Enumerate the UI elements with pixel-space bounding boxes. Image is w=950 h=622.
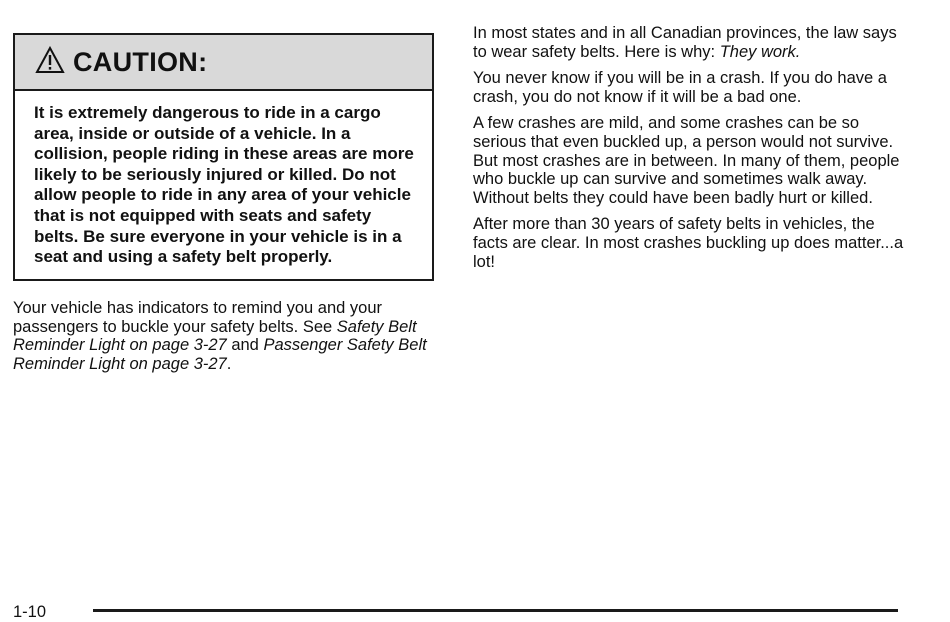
caution-text: It is extremely dangerous to ride in a cargo area, inside or outside of a vehicle. In a collision, people riding in these areas are more likely to be seriously injured or killed. Do not allow people to ride in any area of your vehicle that is not equipped with seats and safety belts. Be sure everyone in your vehicle is in a seat and using a safety belt properly. [34, 103, 414, 267]
crash-severity-paragraph: A few crashes are mild, and some crashes can be so serious that even buckled up, a person would not survive. But most crashes are in between. In many of them, people who buckle up can survive and sometimes walk away. Without belts they could have been badly hurt or killed. [473, 114, 900, 207]
caution-title: CAUTION: [73, 46, 208, 77]
page-number: 1-10 [13, 603, 47, 621]
law-paragraph [473, 24, 913, 61]
reference-safety-belt-reminder: Safety Belt Reminder Light on page 3-27 [13, 317, 417, 355]
law-emphasis: They work. [719, 42, 801, 61]
facts-paragraph: After more than 30 years of safety belts in vehicles, the facts are clear. In most crashes buckling up does matter...a lot! [473, 215, 904, 271]
reminder-paragraph [13, 299, 438, 373]
reminder-text-and: and [226, 336, 264, 355]
crash-unknown-paragraph: You never know if you will be in a crash. If you do have a crash, you do not know if it will be a bad one. [473, 69, 887, 106]
reminder-text-end: . [226, 354, 232, 373]
caution-header [15, 35, 432, 91]
right-column [473, 24, 913, 279]
footer-rule [93, 609, 898, 612]
caution-box [13, 33, 434, 281]
warning-triangle-icon [35, 46, 65, 74]
reminder-text: Your vehicle has indicators to remind you and your passengers to buckle your safety belts. See [13, 299, 383, 336]
reference-passenger-safety-belt-reminder: Passenger Safety Belt Reminder Light on page 3-27 [13, 336, 427, 373]
law-text: In most states and in all Canadian provinces, the law says to wear safety belts. Here is why: [473, 24, 897, 61]
